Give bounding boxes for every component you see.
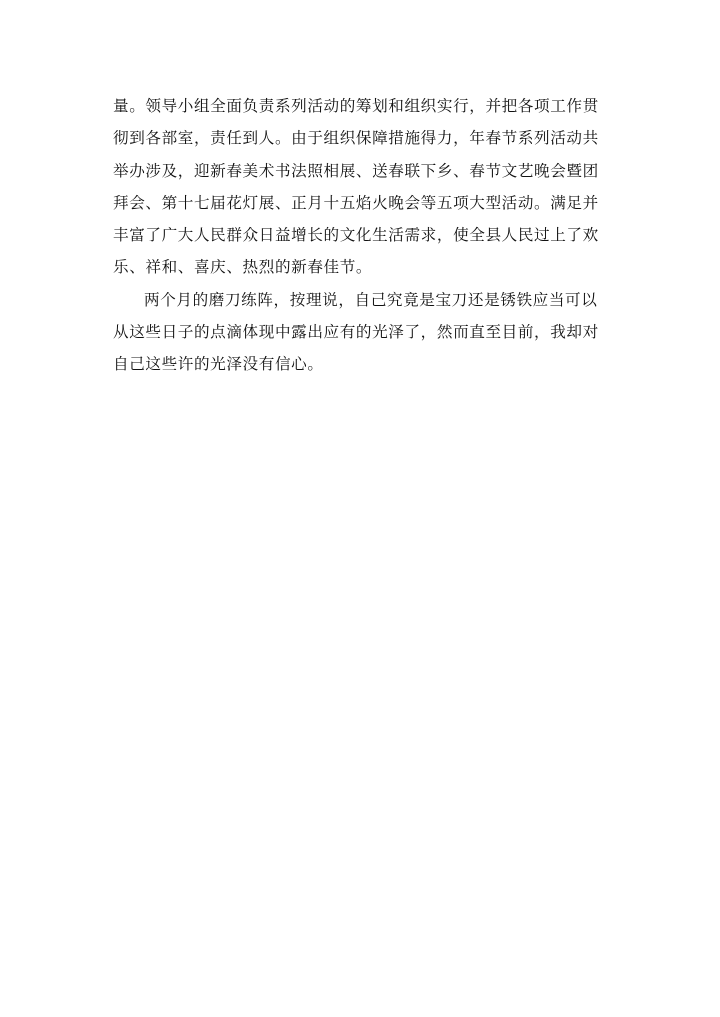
- paragraph-line: 拜会、第十七届花灯展、正月十五焰火晚会等五项大型活动。满足并: [113, 193, 599, 212]
- paragraph-line: 自己这些许的光泽没有信心。: [113, 355, 324, 374]
- paragraph-line: 量。领导小组全面负责系列活动的筹划和组织实行，并把各项工作贯: [113, 97, 599, 115]
- paragraph-line: 两个月的磨刀练阵，按理说，自己究竟是宝刀还是锈铁应当可以: [144, 290, 598, 309]
- paragraph-line: 从这些日子的点滴体现中露出应有的光泽了，然而直至目前，我却对: [113, 323, 599, 342]
- paragraph-2: [113, 284, 613, 381]
- paragraph-line: 彻到各部室，责任到人。由于组织保障措施得力，年春节系列活动共: [113, 129, 599, 148]
- paragraph-line: 丰富了广大人民群众日益增长的文化生活需求，使全县人民过上了欢: [113, 226, 599, 245]
- paragraph-1: [113, 90, 613, 284]
- paragraph-line: 乐、祥和、喜庆、热烈的新春佳节。: [113, 258, 373, 277]
- document-body: [113, 90, 613, 381]
- paragraph-line: 举办涉及，迎新春美术书法照相展、送春联下乡、春节文艺晚会暨团: [113, 161, 599, 180]
